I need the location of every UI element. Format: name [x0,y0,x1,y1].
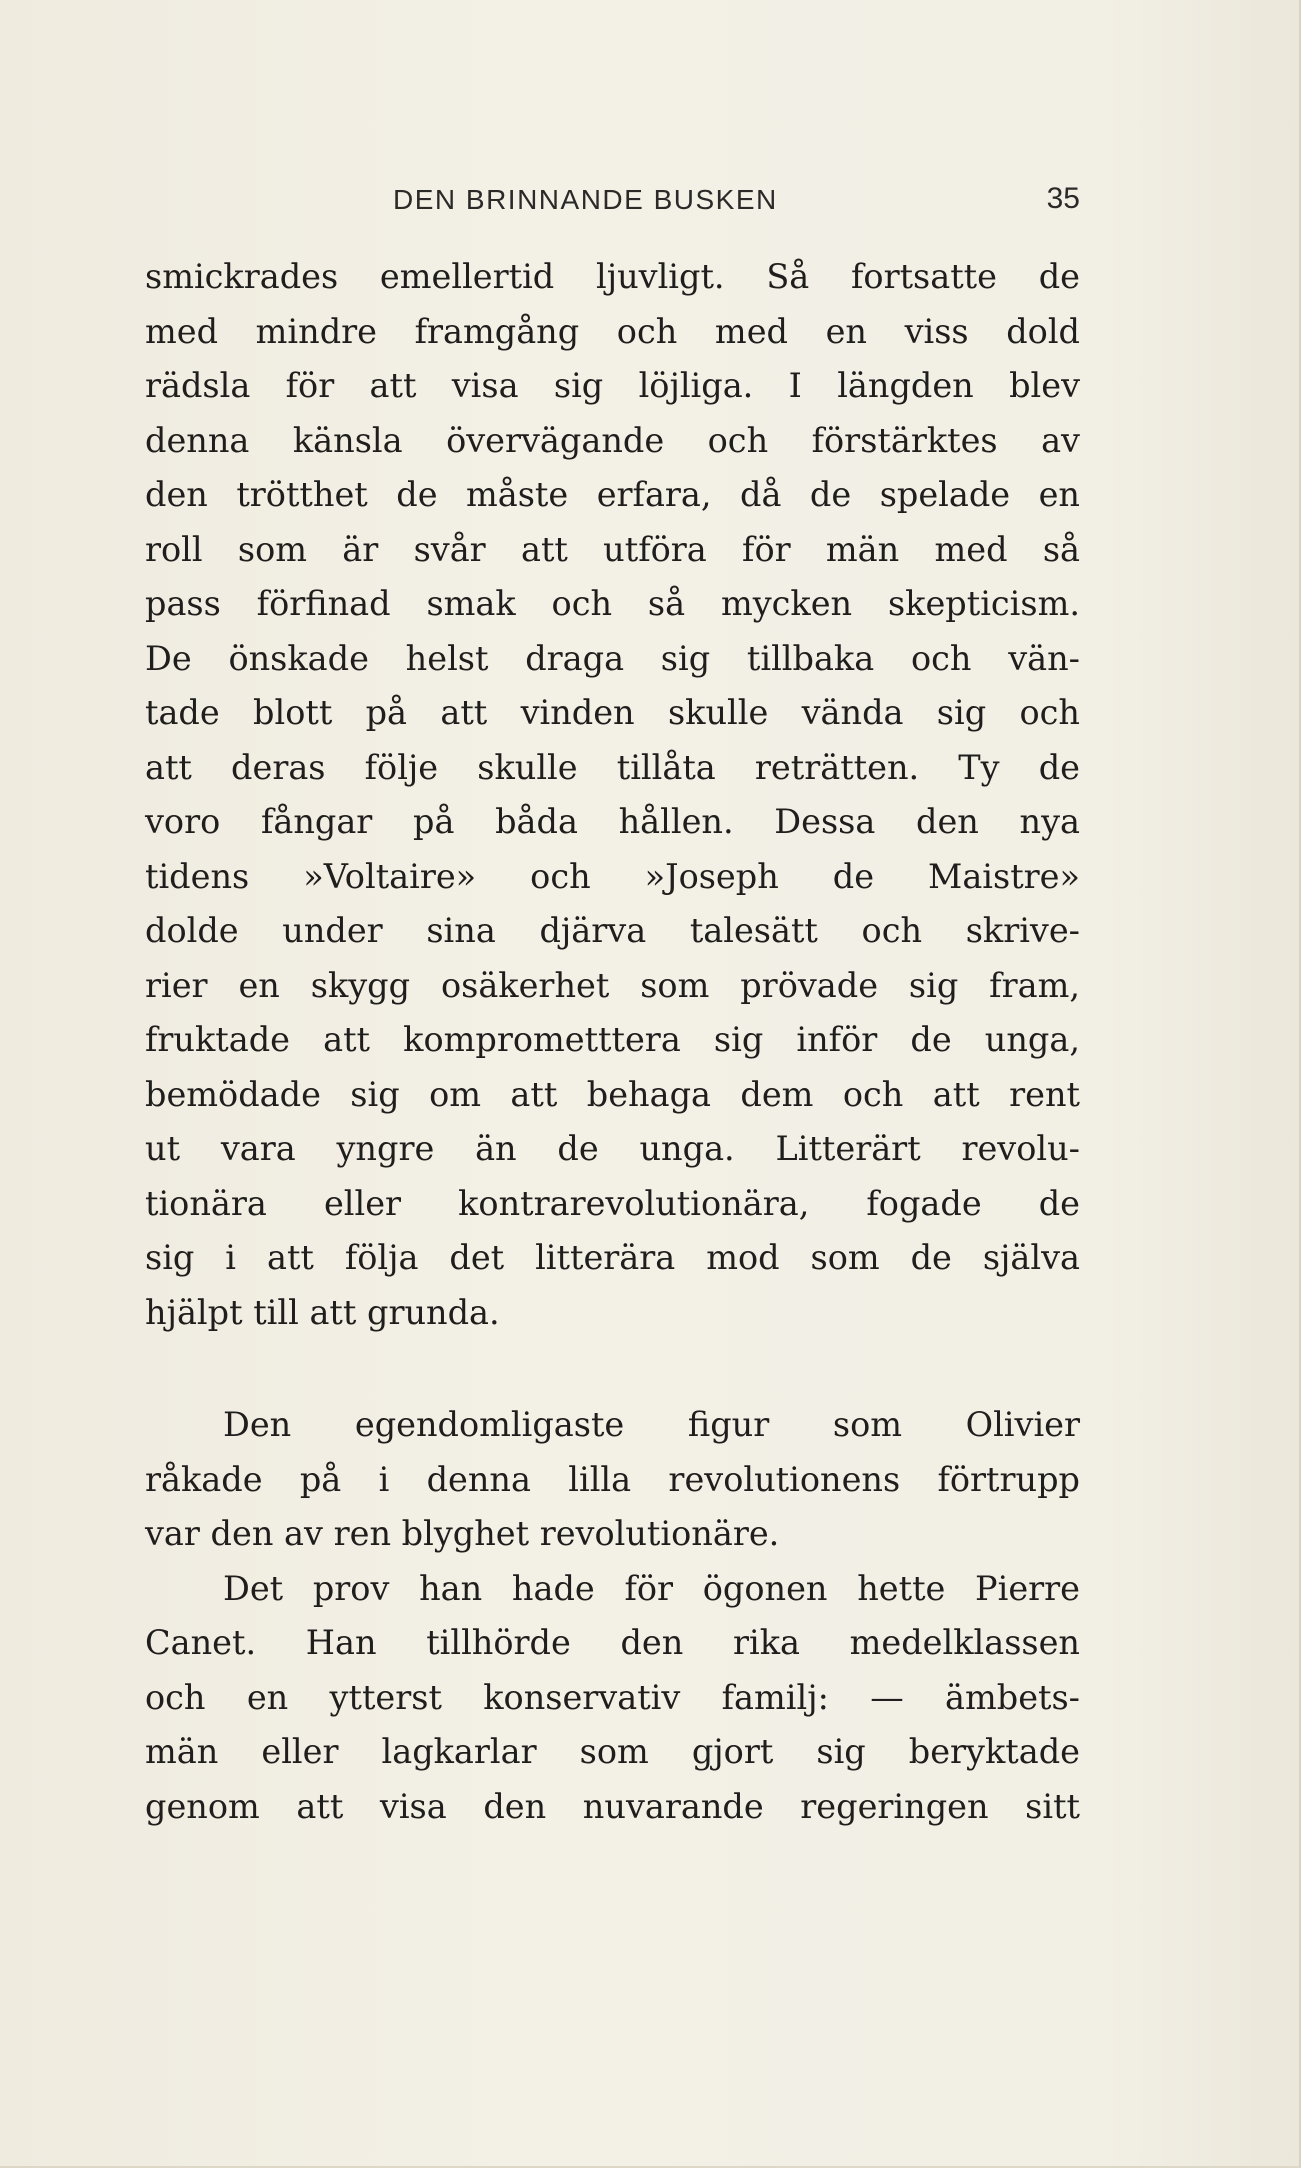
page-number: 35 [1046,182,1080,215]
text-line: råkade på i denna lilla revolutionens förtrupp [145,1459,1080,1499]
text-line: Canet. Han tillhörde den rika medelklassen [145,1623,1080,1662]
text-line: ut vara yngre än de unga. Litterärt revolu- [145,1129,1080,1168]
paragraph-gap [145,1340,1080,1398]
text-line: denna känsla övervägande och förstärktes av [145,420,1080,460]
text-line: tade blott på att vinden skulle vända sig och [145,693,1080,732]
text-line: rädsla för att visa sig löjliga. I längden blev [145,366,1080,405]
text-line: tidens »Voltaire» och »Joseph de Maistre» [145,856,1080,896]
text-line: tionära eller kontrarevolutionära, fogade de [145,1183,1080,1223]
text-line: hjälpt till att grunda. [145,1292,500,1332]
text-line: genom att visa den nuvarande regeringen sitt [145,1786,1080,1826]
text-line: var den av ren blyghet revolutionäre. [145,1514,780,1553]
text-line: Den egendomligaste figur som Olivier [223,1405,1080,1444]
running-head [145,178,1080,228]
text-line: bemödade sig om att behaga dem och att rent [145,1074,1080,1114]
text-line: pass förfinad smak och så mycken skepticism. [145,584,1080,623]
text-line: att deras följe skulle tillåta reträtten. Ty de [145,747,1080,787]
text-line: voro fångar på båda hållen. Dessa den nya [145,802,1080,841]
text-line: Det prov han hade för ögonen hette Pierre [223,1568,1080,1608]
running-head-title: DEN BRINNANDE BUSKEN [393,184,778,215]
text-line: fruktade att komprometttera sig inför de unga, [145,1020,1080,1059]
text-line: roll som är svår att utföra för män med så [145,529,1080,569]
body-text [145,250,1080,1834]
text-line: med mindre framgång och med en viss dold [145,311,1080,351]
text-line: män eller lagkarlar som gjort sig beryktade [145,1732,1080,1771]
text-line: sig i att följa det litterära mod som de själva [145,1238,1080,1277]
paragraph-2 [145,1398,1080,1562]
paragraph-1 [145,250,1080,1340]
text-line: dolde under sina djärva talesätt och skrive- [145,911,1080,950]
text-line: rier en skygg osäkerhet som prövade sig fram, [145,965,1080,1005]
text-line: De önskade helst draga sig tillbaka och vän- [145,638,1080,678]
text-line: och en ytterst konservativ familj: — ämbets- [145,1677,1080,1717]
paragraph-3 [145,1562,1080,1835]
text-line: den trötthet de måste erfara, då de spelade en [145,475,1080,514]
text-line: smickrades emellertid ljuvligt. Så fortsatte de [145,257,1080,296]
